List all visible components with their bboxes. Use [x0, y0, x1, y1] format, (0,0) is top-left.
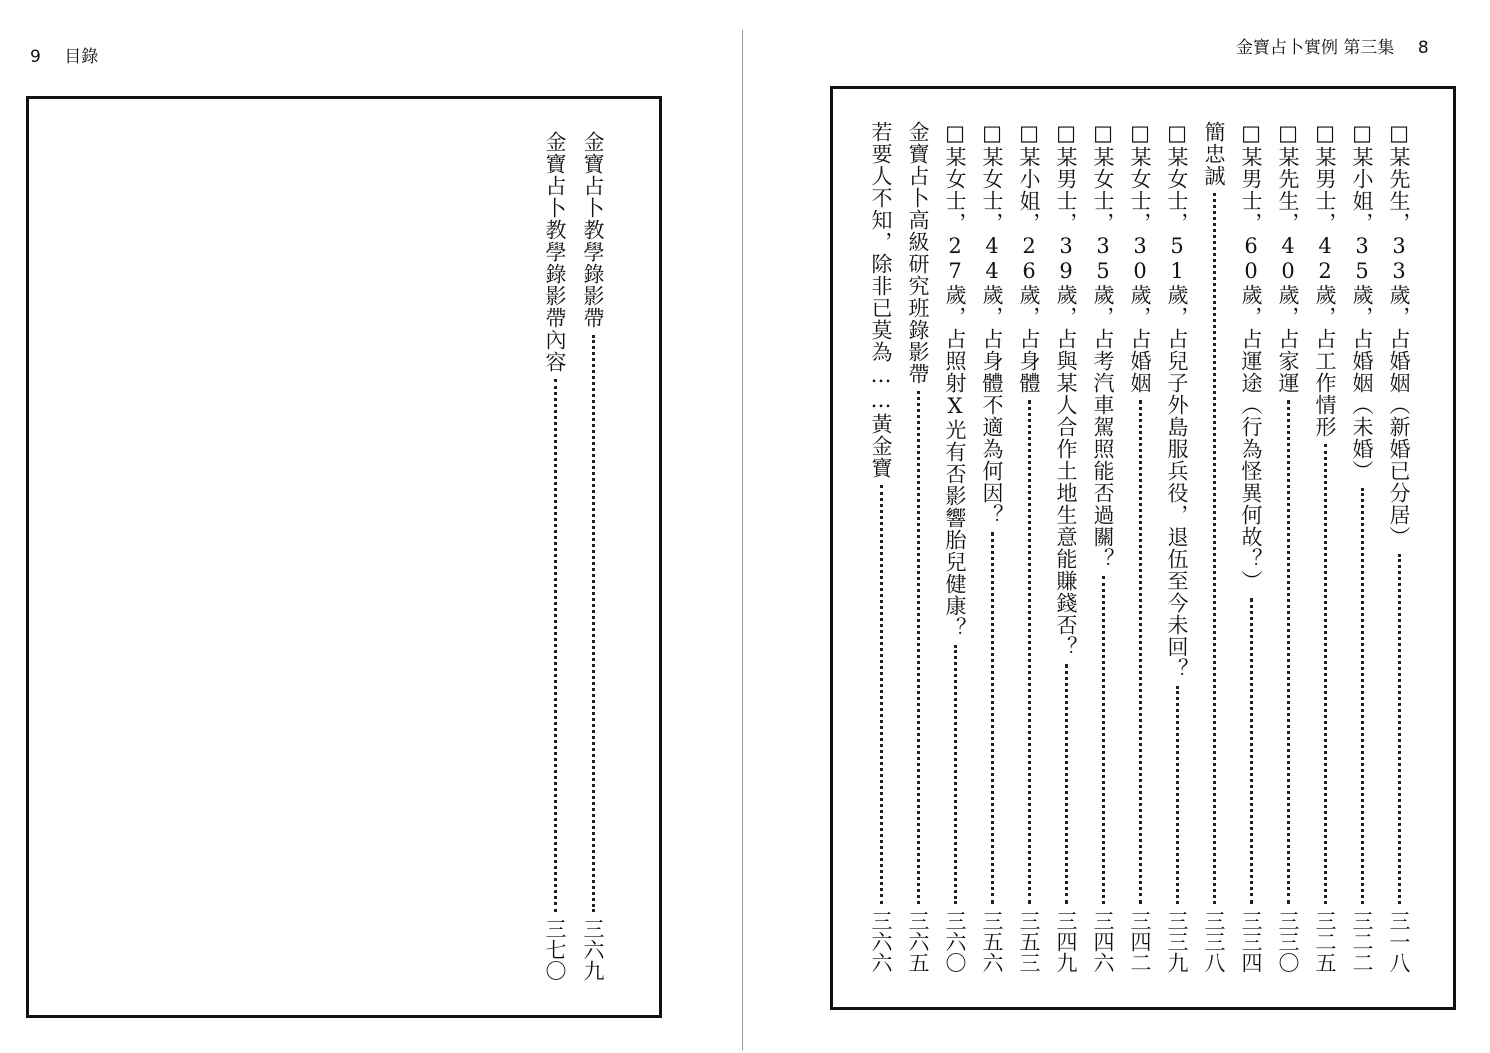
toc-entry: [1122, 121, 1158, 973]
toc-entry-page: 三六六: [869, 910, 893, 973]
toc-entry-page: 三二二: [1350, 910, 1374, 973]
left-page-number: 9: [30, 47, 41, 67]
toc-entry-page: 三二五: [1313, 910, 1337, 973]
right-toc-frame: [830, 86, 1456, 1010]
toc-entry: [937, 121, 973, 973]
toc-entry: [1048, 121, 1084, 973]
toc-entry-page: 三五六: [980, 910, 1004, 973]
right-toc-columns: [833, 89, 1453, 1007]
toc-entry: [575, 131, 611, 981]
toc-entry: [1307, 121, 1343, 973]
toc-entry-title: □某先生，40歲，占家運: [1276, 121, 1300, 394]
toc-entry: [537, 131, 573, 981]
left-toc-frame: [26, 96, 662, 1018]
toc-entry: [1085, 121, 1121, 973]
dot-leader: [880, 485, 883, 904]
toc-entry: [974, 121, 1010, 973]
dot-leader: [1250, 598, 1253, 904]
toc-entry: [1196, 121, 1232, 973]
toc-entry-page: 三六〇: [943, 910, 967, 973]
toc-entry-page: 三三〇: [1276, 910, 1300, 973]
toc-entry-title: 金寶占卜高級研究班錄影帶: [906, 121, 930, 385]
dot-leader: [1065, 664, 1068, 904]
dot-leader: [1287, 400, 1290, 904]
toc-entry-title: 金寶占卜教學錄影帶內容: [543, 131, 567, 373]
toc-entry-title: 金寶占卜教學錄影帶: [581, 131, 605, 329]
toc-entry: [1011, 121, 1047, 973]
toc-entry-title: □某女士，44歲，占身體不適為何因？: [980, 121, 1004, 526]
dot-leader: [1028, 400, 1031, 904]
dot-leader: [592, 335, 595, 912]
toc-entry-title: □某女士，30歲，占婚姻: [1128, 121, 1152, 394]
dot-leader: [954, 645, 957, 904]
dot-leader: [1176, 686, 1179, 904]
toc-entry-page: 三六九: [581, 918, 605, 981]
toc-entry-title: □某男士，39歲，占與某人合作土地生意能賺錢否？: [1054, 121, 1078, 658]
toc-entry: [1344, 121, 1380, 973]
toc-entry-page: 三五三: [1017, 910, 1041, 973]
toc-entry-title: 簡忠誠: [1202, 121, 1226, 187]
toc-entry-page: 三四六: [1091, 910, 1115, 973]
toc-entry-page: 三四二: [1128, 910, 1152, 973]
toc-entry-title: □某小姐，35歲，占婚姻（未婚）: [1350, 121, 1374, 482]
toc-entry-page: 三一八: [1387, 910, 1411, 973]
right-page-header: [1236, 33, 1429, 58]
toc-entry: [1159, 121, 1195, 973]
dot-leader: [1139, 400, 1142, 904]
toc-entry-page: 三三八: [1202, 910, 1226, 973]
right-page-number: 8: [1417, 38, 1429, 58]
dot-leader: [1324, 444, 1327, 904]
dot-leader: [917, 391, 920, 904]
toc-entry-page: 三四九: [1054, 910, 1078, 973]
dot-leader: [991, 532, 994, 904]
page-gutter: [742, 30, 743, 1050]
toc-entry: [1233, 121, 1269, 973]
toc-entry: [900, 121, 936, 973]
left-section-title: 目錄: [64, 47, 99, 67]
toc-entry-page: 三六五: [906, 910, 930, 973]
toc-entry-title: □某男士，42歲，占工作情形: [1313, 121, 1337, 438]
book-title: 金寶占卜實例 第三集: [1236, 38, 1395, 58]
dot-leader: [1102, 576, 1105, 904]
dot-leader: [1361, 488, 1364, 904]
toc-entry-title: □某男士，60歲，占運途（行為怪異何故？）: [1239, 121, 1263, 592]
toc-entry: [1270, 121, 1306, 973]
toc-entry-page: 三三四: [1239, 910, 1263, 973]
toc-entry-title: □某女士，35歲，占考汽車駕照能否過關？: [1091, 121, 1115, 570]
dot-leader: [1398, 554, 1401, 904]
dot-leader: [554, 379, 557, 912]
toc-entry-title: □某女士，27歲，占照射X光有否影響胎兒健康？: [943, 121, 967, 639]
toc-entry-title: □某女士，51歲，占兒子外島服兵役，退伍至今未回？: [1165, 121, 1189, 680]
toc-entry-title: □某小姐，26歲，占身體: [1017, 121, 1041, 394]
dot-leader: [1213, 193, 1216, 904]
left-toc-columns: [29, 99, 659, 1015]
toc-entry: [1381, 121, 1417, 973]
toc-entry-title: □某先生，33歲，占婚姻（新婚已分居）: [1387, 121, 1411, 548]
toc-entry-title: 若要人不知，除非已莫為……黃金寶: [869, 121, 893, 479]
toc-entry: [863, 121, 899, 973]
left-page-header: [30, 42, 98, 67]
toc-entry-page: 三三九: [1165, 910, 1189, 973]
toc-entry-page: 三七〇: [543, 918, 567, 981]
